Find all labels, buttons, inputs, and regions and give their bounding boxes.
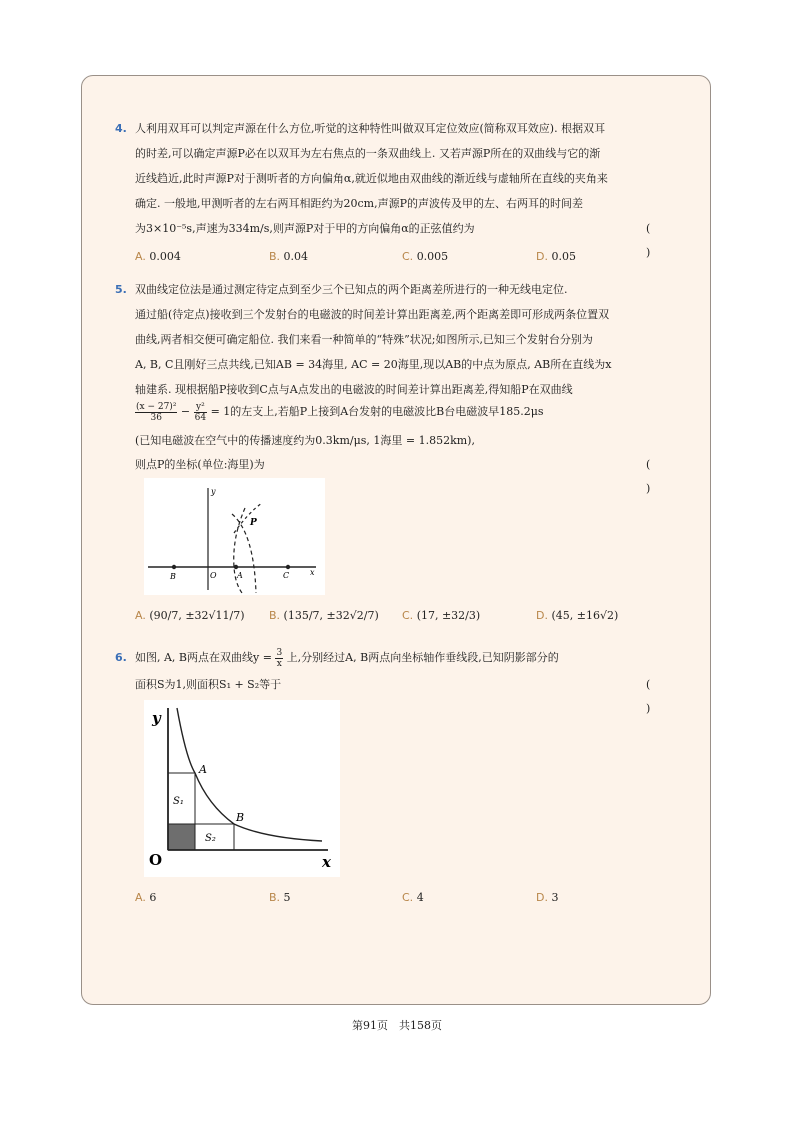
hyperbola-diagram xyxy=(144,478,325,595)
option-d[interactable]: D. 0.05 xyxy=(536,250,576,263)
option-b[interactable]: B. (135/7, ±32√2/7) xyxy=(269,609,379,622)
option-c[interactable]: C. (17, ±32/3) xyxy=(402,609,481,622)
q6-options xyxy=(135,891,675,911)
q5-equation-line: $\frac{\text{(x − 27)²}}{36}$ − $\frac{\text{y²}}{64}$ = 1的左支上,若船P上接到A台发射的电磁波比B台电磁波早185.2μs xyxy=(136,401,544,423)
shaded-area-s xyxy=(168,824,195,850)
s2-label: S₂ xyxy=(205,833,216,844)
option-a[interactable]: A. (90/7, ±32√11/7) xyxy=(135,609,245,622)
y-label: y xyxy=(211,487,216,496)
q5-line-1: 双曲线定位法是通过测定待定点到至少三个已知点的两个距离差所进行的一种无线电定位. xyxy=(135,283,568,296)
a-label: A xyxy=(237,571,243,580)
question-number: 4. xyxy=(115,122,127,135)
point-c xyxy=(286,565,290,569)
o-label: O xyxy=(149,851,163,869)
q5-options xyxy=(135,609,675,631)
fraction: $\frac{\text{(x − 27)²}}{36}$ xyxy=(136,401,177,423)
answer-blank: ( ) xyxy=(646,222,651,259)
question-number: 5. xyxy=(115,283,127,296)
option-b[interactable]: B. 0.04 xyxy=(269,250,309,263)
q6-line-1: 如图, A, B两点在双曲线y = $\frac{3}{x}$ 上,分别经过A, B两点向坐标轴作垂线段,已知阴影部分的 xyxy=(135,647,559,669)
q4-line-2: 的时差,可以确定声源P必在以双耳为左右焦点的一条双曲线上. 又若声源P所在的双曲线与它的渐 xyxy=(135,147,601,160)
dashed-curve xyxy=(234,508,245,593)
q5-line-4: A, B, C且刚好三点共线,已知AB = 34海里, AC = 20海里,现以AB的中点为原点, AB所在直线为x xyxy=(135,358,612,371)
question-number: 6. xyxy=(115,651,127,664)
answer-blank: ( ) xyxy=(646,458,651,495)
point-b xyxy=(172,565,176,569)
option-a[interactable]: A. 6 xyxy=(135,891,157,904)
fraction: $\frac{3}{x}$ xyxy=(276,647,283,669)
answer-blank: ( ) xyxy=(646,678,651,715)
o-label: O xyxy=(210,571,217,580)
b-label: B xyxy=(170,572,176,581)
option-d[interactable]: D. (45, ±16√2) xyxy=(536,609,619,622)
c-label: C xyxy=(283,571,290,580)
fraction: $\frac{\text{y²}}{64}$ xyxy=(194,401,207,423)
reciprocal-curve-diagram xyxy=(144,700,340,877)
y-label: y xyxy=(152,709,161,727)
q4-line-5: 为3×10⁻⁵s,声速为334m/s,则声源P对于甲的方向偏角α的正弦值约为 xyxy=(135,222,475,235)
q5-line-3: 曲线,两者相交便可确定船位. 我们来看一种简单的“特殊”状况;如图所示,已知三个发射台分别为 xyxy=(135,333,593,346)
q5-figure xyxy=(144,478,325,595)
q4-line-1: 人利用双耳可以判定声源在什么方位,听觉的这种特性叫做双耳定位效应(简称双耳效应). 根据双耳 xyxy=(135,122,606,135)
q6-line-2: 面积S为1,则面积S₁ + S₂等于 xyxy=(135,678,282,691)
option-b[interactable]: B. 5 xyxy=(269,891,291,904)
q6-figure xyxy=(144,700,340,877)
option-c[interactable]: C. 4 xyxy=(402,891,424,904)
q5-line-2: 通过船(待定点)接收到三个发射台的电磁波的时间差计算出距离差,两个距离差即可形成两条位置双 xyxy=(135,308,610,321)
q5-line-5: 轴建系. 现根据船P接收到C点与A点发出的电磁波的时间差计算出距离差,得知船P在双曲线 xyxy=(135,383,573,396)
b-label: B xyxy=(236,811,245,824)
p-label: P xyxy=(250,518,257,528)
q5-note: (已知电磁波在空气中的传播速度约为0.3km/μs, 1海里 = 1.852km), xyxy=(135,434,475,447)
q5-question: 则点P的坐标(单位:海里)为 xyxy=(135,458,265,471)
page-footer: 第91页 共158页 xyxy=(352,1019,442,1032)
point-a xyxy=(234,565,238,569)
option-c[interactable]: C. 0.005 xyxy=(402,250,449,263)
q4-line-3: 近线趋近,此时声源P对于测听者的方向偏角α,就近似地由双曲线的渐近线与虚轴所在直线的夹角来 xyxy=(135,172,608,185)
x-label: x xyxy=(310,568,315,577)
q4-line-4: 确定. 一般地,甲测听者的左右两耳相距约为20cm,声源P的声波传及甲的左、右两耳的时间差 xyxy=(135,197,583,210)
option-d[interactable]: D. 3 xyxy=(536,891,559,904)
s1-label: S₁ xyxy=(173,796,184,807)
option-a[interactable]: A. 0.004 xyxy=(135,250,181,263)
a-label: A xyxy=(199,763,207,776)
x-label: x xyxy=(322,853,331,871)
